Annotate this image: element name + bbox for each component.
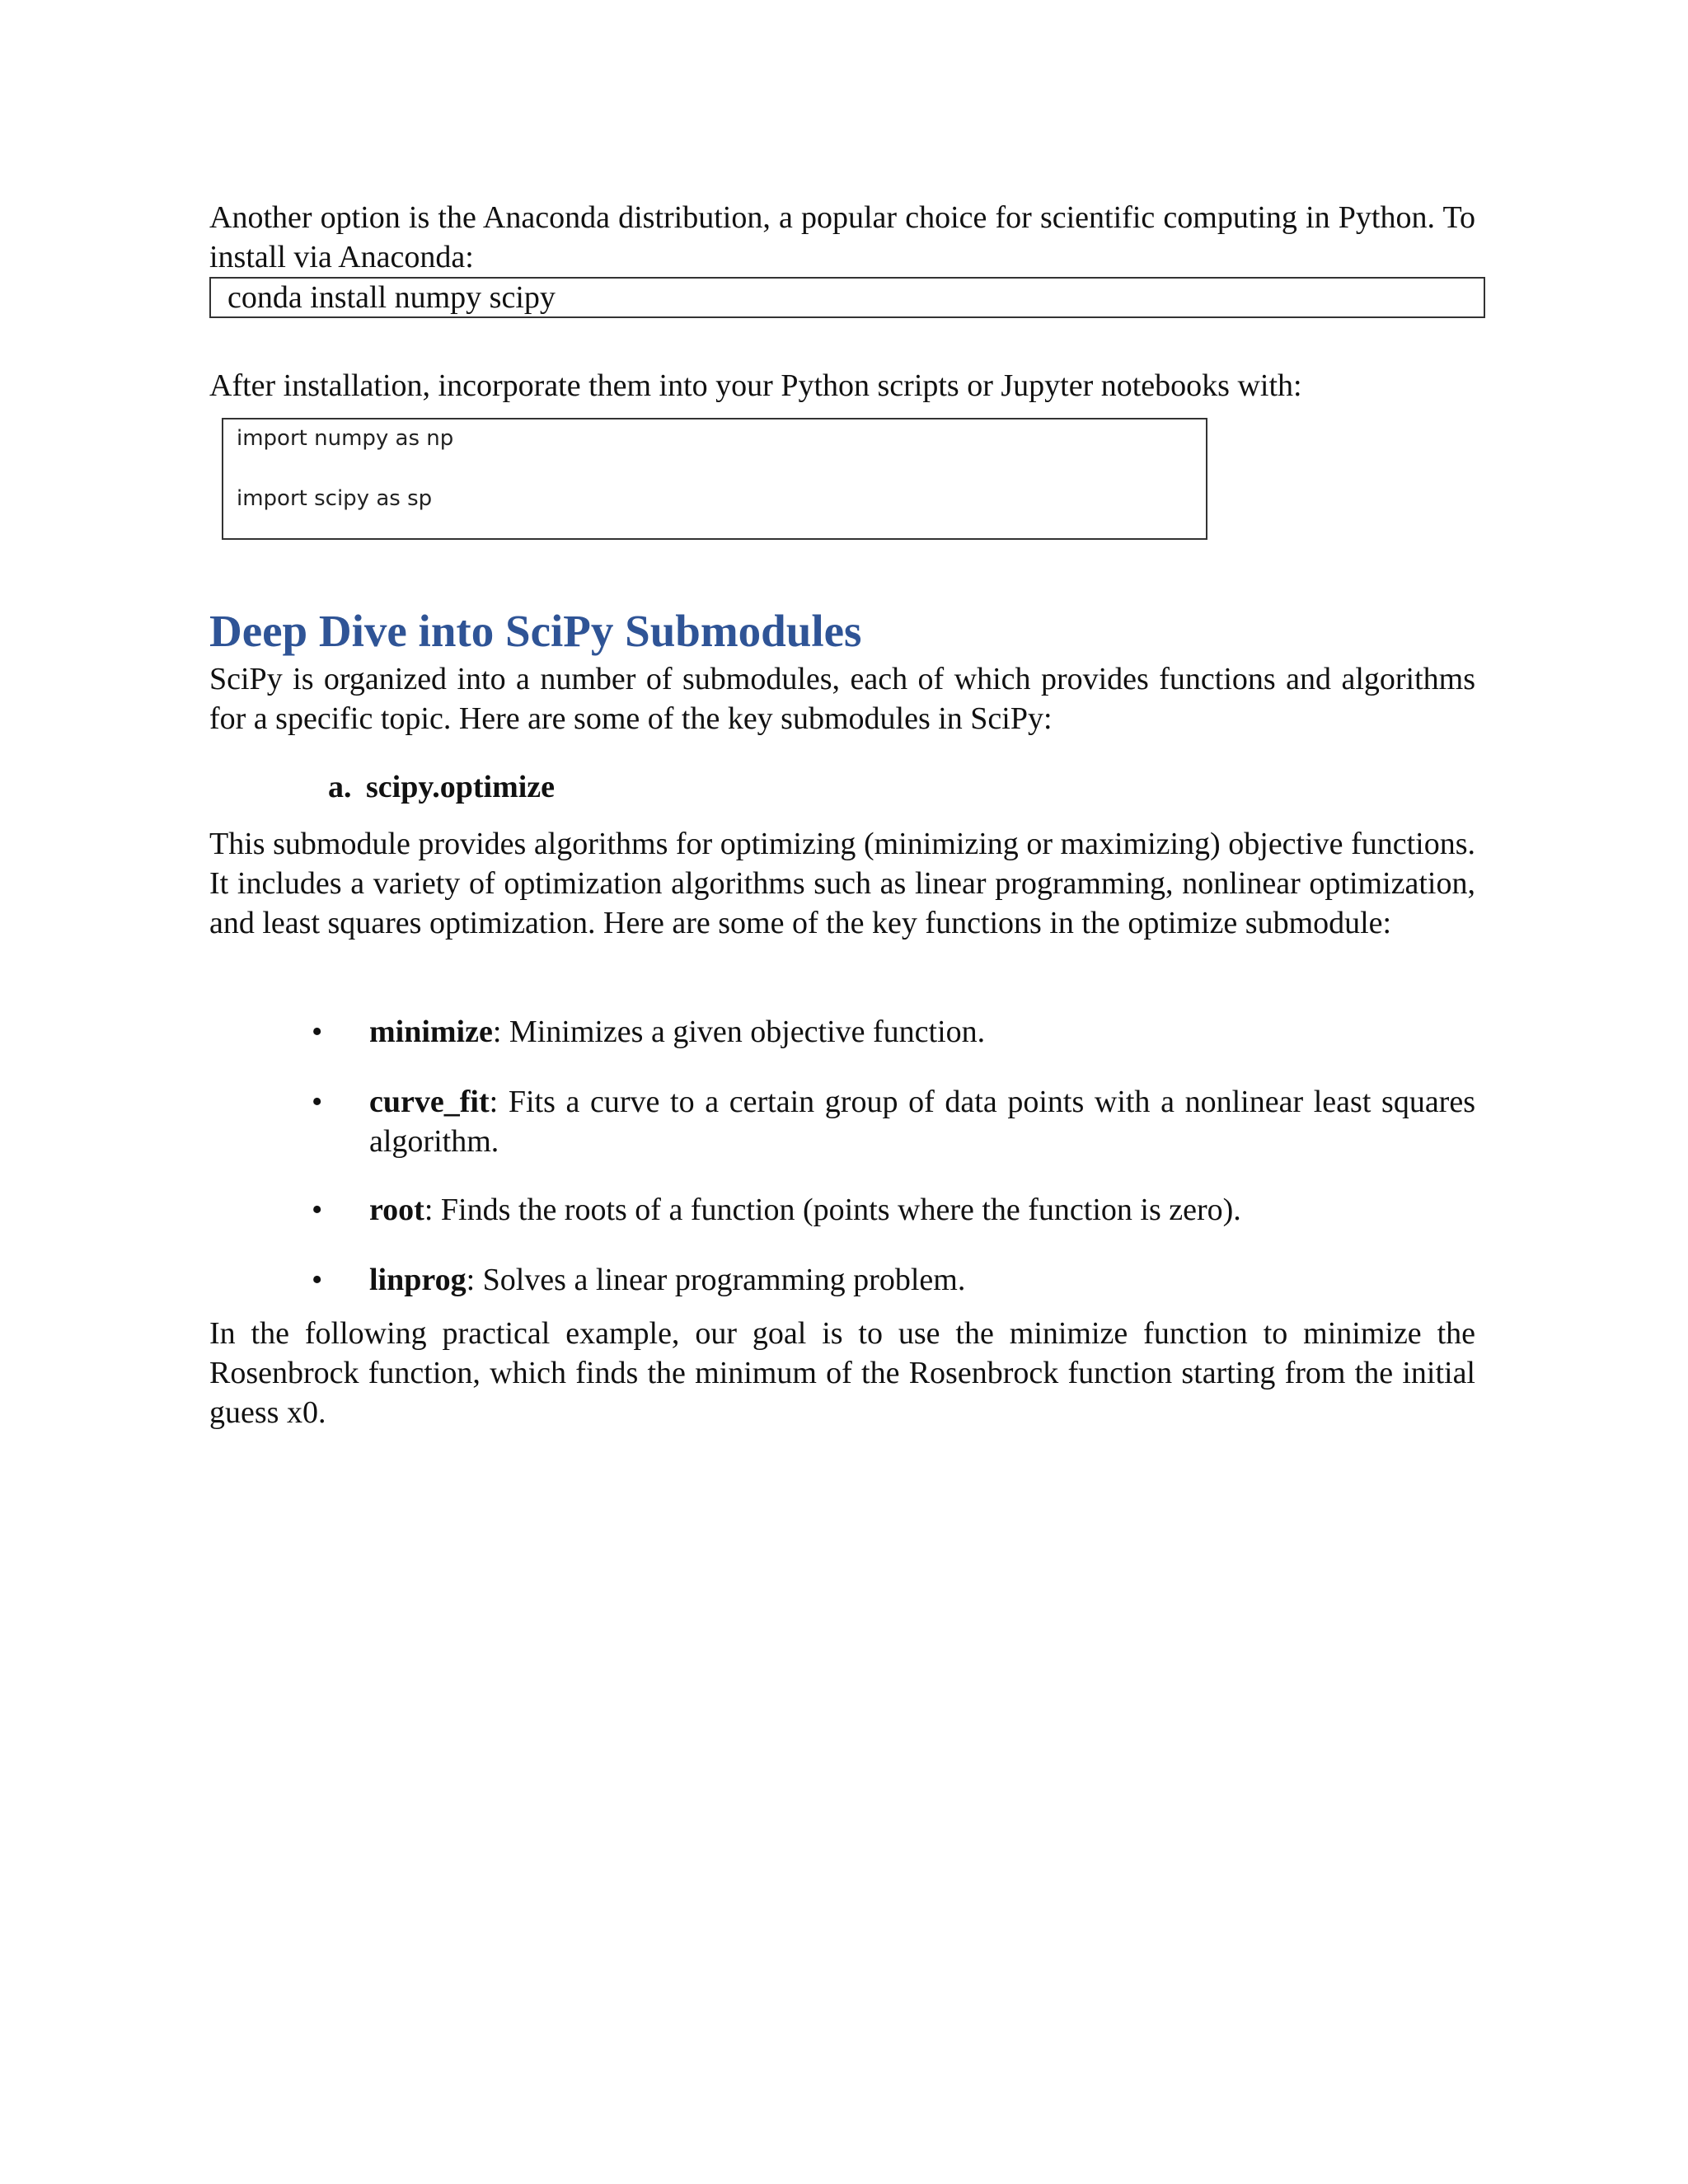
subsection-paragraph: This submodule provides algorithms for optimizing (minimizing or maximizing) objective functions. It includes a variety of optimization algorithms such as linear programming, nonlinear optimization, and least squares optimization. Here are some of the key functions in the optimize submodule: <box>209 827 1475 940</box>
function-description: : Fits a curve to a certain group of data points with a nonlinear least squares algorithm. <box>369 1085 1475 1159</box>
bullet-icon: • <box>312 1263 323 1297</box>
install-command-box <box>209 277 1485 318</box>
list-item-text <box>369 1012 1475 1052</box>
function-name: root <box>369 1193 424 1227</box>
list-item-text <box>369 1082 1475 1161</box>
function-name: linprog <box>369 1263 467 1297</box>
bullet-icon: • <box>312 1193 323 1227</box>
function-name: curve_fit <box>369 1085 490 1119</box>
section-heading: Deep Dive into SciPy Submodules <box>209 606 862 656</box>
intro-paragraph: Another option is the Anaconda distribution, a popular choice for scientific computing in Python. To install via Anaconda: <box>209 200 1475 274</box>
function-description: : Minimizes a given objective function. <box>492 1015 986 1049</box>
bullet-icon: • <box>312 1085 323 1119</box>
subsection-heading <box>328 767 555 807</box>
list-item-text <box>369 1260 1475 1300</box>
import-code-box <box>222 418 1207 540</box>
install-command: conda install numpy scipy <box>227 280 556 315</box>
function-description: : Solves a linear programming problem. <box>466 1263 966 1297</box>
code-line-scipy: import scipy as sp <box>237 486 433 511</box>
closing-paragraph: In the following practical example, our goal is to use the minimize function to minimize the Rosenbrock function, which finds the minimum of the Rosenbrock function starting from the initial guess x0. <box>209 1316 1475 1430</box>
code-line-numpy: import numpy as np <box>237 426 454 451</box>
subsection-title: scipy.optimize <box>366 770 556 804</box>
subsection-marker: a. <box>328 770 352 804</box>
function-description: : Finds the roots of a function (points where the function is zero). <box>424 1193 1241 1227</box>
list-item-text <box>369 1190 1475 1230</box>
import-paragraph: After installation, incorporate them into your Python scripts or Jupyter notebooks with: <box>209 368 1302 403</box>
function-name: minimize <box>369 1015 493 1049</box>
section-paragraph: SciPy is organized into a number of submodules, each of which provides functions and algorithms for a specific topic. Here are some of the key submodules in SciPy: <box>209 662 1475 736</box>
bullet-icon: • <box>312 1015 323 1049</box>
